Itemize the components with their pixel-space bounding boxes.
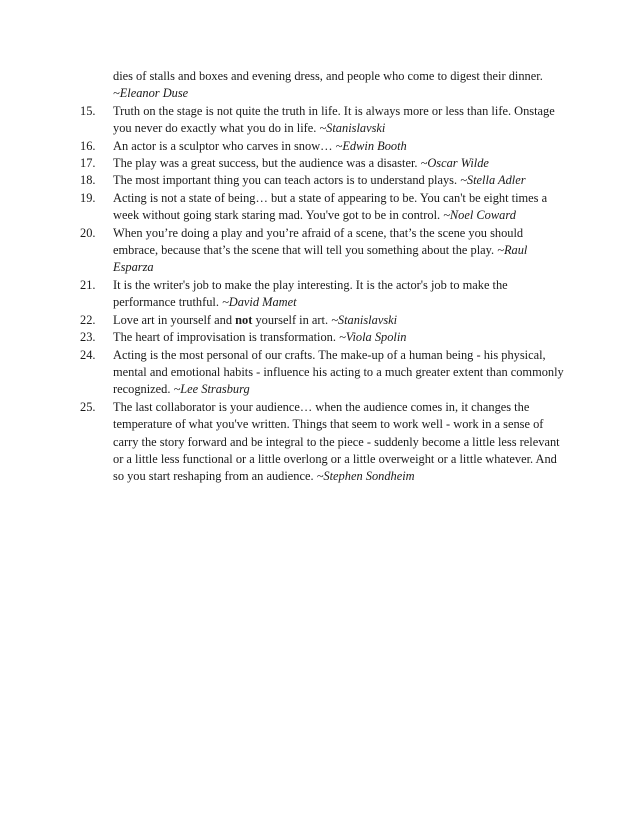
quote-text-after: yourself in art. <box>252 312 329 327</box>
quote-list <box>80 68 564 486</box>
quote-item-20 <box>80 225 564 277</box>
quote-text: An actor is a sculptor who carves in snow… <box>113 138 333 153</box>
quote-text: Acting is the most personal of our crafts. The make-up of a human being - his physical, mental and emotional habits - influence his acting to a much greater extent than commonly recognized. <box>113 347 564 397</box>
quote-text: dies of stalls and boxes and evening dress, and people who come to digest their dinner. <box>113 69 543 83</box>
quote-item-18 <box>80 172 564 189</box>
quote-item-14-continuation <box>80 68 564 103</box>
quote-number: 15. <box>80 103 96 118</box>
quote-item-15 <box>80 103 564 138</box>
quote-author: ~Raul Esparza <box>113 243 528 275</box>
quote-author: ~David Mamet <box>222 295 297 310</box>
quote-text-bold: not <box>235 312 253 327</box>
quote-author: ~Stanislavski <box>319 121 386 136</box>
quote-text: The most important thing you can teach actors is to understand plays. <box>113 173 458 188</box>
quote-text: The play was a great success, but the audience was a disaster. <box>113 156 418 171</box>
quote-number: 23. <box>80 330 96 345</box>
quote-item-21 <box>80 277 564 312</box>
quote-author: ~Stephen Sondheim <box>316 469 415 484</box>
quote-author: ~Stella Adler <box>460 173 526 188</box>
quote-author: ~Lee Strasburg <box>173 382 250 397</box>
quote-author: ~Noel Coward <box>443 208 516 223</box>
quote-author: ~Stanislavski <box>331 312 398 327</box>
quote-item-22 <box>80 312 564 329</box>
quote-item-23 <box>80 329 564 346</box>
quote-text: The heart of improvisation is transformation. <box>113 330 336 345</box>
quote-author: ~Eleanor Duse <box>113 86 189 101</box>
quote-text: The last collaborator is your audience… when the audience comes in, it changes the temperature of what you've written. Things that seem to work well - work in a sense of carry the story forward and be integral to the piece - suddenly become a little less relevant or a little less functional or a little overlong or a little overweight or a little whatever. And so you start reshaping from an audience. <box>113 399 560 484</box>
quote-item-24 <box>80 347 564 399</box>
quote-author: ~Oscar Wilde <box>420 156 489 171</box>
quote-number: 24. <box>80 347 96 362</box>
quote-number: 16. <box>80 138 96 153</box>
quote-number: 20. <box>80 225 96 240</box>
quote-text: When you’re doing a play and you’re afraid of a scene, that’s the scene you should embrace, because that’s the scene that will tell you something about the play. <box>113 225 524 258</box>
quote-number: 22. <box>80 312 96 327</box>
quote-number: 17. <box>80 156 96 171</box>
quote-item-19 <box>80 190 564 225</box>
quote-item-16 <box>80 138 564 155</box>
quote-number: 18. <box>80 173 96 188</box>
quote-number: 25. <box>80 399 96 414</box>
quote-author: ~Viola Spolin <box>339 330 407 345</box>
quote-item-25 <box>80 399 564 486</box>
quote-item-17 <box>80 155 564 172</box>
quote-text: Acting is not a state of being… but a state of appearing to be. You can't be eight times a week without going stark staring mad. You've got to be in control. <box>113 190 548 223</box>
quote-text: It is the writer's job to make the play interesting. It is the actor's job to make the performance truthful. <box>113 277 508 310</box>
quote-text-before: Love art in yourself and <box>113 312 236 327</box>
quote-number: 19. <box>80 190 96 205</box>
quote-author: ~Edwin Booth <box>335 138 407 153</box>
quote-text: Truth on the stage is not quite the truth in life. It is always more or less than life. Onstage you never do exactly what you do in life. <box>113 103 555 136</box>
quote-number: 21. <box>80 277 96 292</box>
